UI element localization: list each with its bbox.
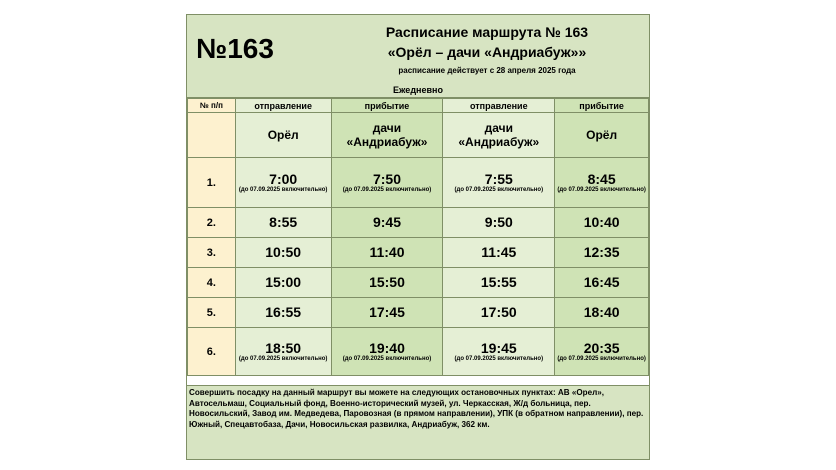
col-header-arrival-2: прибытие <box>555 99 649 113</box>
time-value: 10:50 <box>265 244 302 260</box>
time-value: 11:40 <box>369 244 405 260</box>
time-value: 9:50 <box>484 214 513 230</box>
time-cell-departure-2 <box>443 158 555 208</box>
validity-note: (до 07.09.2025 включительно) <box>454 355 544 362</box>
valid-from-text: расписание действует с 28 апреля 2025 года <box>398 66 576 75</box>
validity-note: (до 07.09.2025 включительно) <box>557 355 646 362</box>
trip-row <box>188 328 649 376</box>
time-cell-arrival-1 <box>331 298 443 328</box>
time-cell-departure-2 <box>443 208 555 238</box>
time-value: 20:35 <box>583 339 620 356</box>
time-value: 18:50 <box>265 339 302 356</box>
trip-row <box>188 268 649 298</box>
time-cell-arrival-2 <box>555 238 649 268</box>
time-cell-departure-2 <box>443 328 555 376</box>
route-name: «Орёл – дачи «Андриабуж»» <box>387 44 587 60</box>
place-to-1: дачи «Андриабуж» <box>331 113 443 158</box>
time-value: 15:55 <box>480 274 517 290</box>
time-value: 18:40 <box>583 304 620 320</box>
trip-number: 2. <box>188 208 236 238</box>
place-to-2: Орёл <box>555 113 649 158</box>
place-index-empty <box>188 113 236 158</box>
time-cell-departure-1 <box>235 208 331 238</box>
time-value: 15:50 <box>369 274 405 290</box>
col-header-arrival-1: прибытие <box>331 99 443 113</box>
time-value: 19:40 <box>369 339 405 356</box>
time-cell-arrival-1 <box>331 328 443 376</box>
time-cell-arrival-1 <box>331 208 443 238</box>
trip-number: 6. <box>188 328 236 376</box>
time-value: 12:35 <box>583 244 620 260</box>
time-cell-arrival-1 <box>331 238 443 268</box>
time-cell-departure-1 <box>235 238 331 268</box>
time-value: 7:50 <box>372 170 401 187</box>
schedule-header <box>187 15 649 84</box>
validity-note: (до 07.09.2025 включительно) <box>238 355 328 362</box>
time-cell-departure-2 <box>443 298 555 328</box>
timetable <box>187 98 649 376</box>
time-cell-arrival-2 <box>555 158 649 208</box>
time-value: 16:45 <box>583 274 620 290</box>
schedule-sheet <box>186 14 650 460</box>
column-header-row <box>188 99 649 113</box>
time-value: 17:50 <box>480 304 517 320</box>
time-value: 10:40 <box>583 214 620 230</box>
trip-number: 3. <box>188 238 236 268</box>
trip-row <box>188 158 649 208</box>
time-value: 8:55 <box>269 214 298 230</box>
time-value: 15:00 <box>265 274 302 290</box>
validity-note: (до 07.09.2025 включительно) <box>454 186 544 193</box>
trip-rows <box>188 158 649 376</box>
place-from-1: Орёл <box>235 113 331 158</box>
trip-number: 1. <box>188 158 236 208</box>
time-cell-arrival-2 <box>555 268 649 298</box>
place-from-2: дачи «Андриабуж» <box>443 113 555 158</box>
trip-row <box>188 208 649 238</box>
trip-number: 5. <box>188 298 236 328</box>
time-cell-arrival-2 <box>555 328 649 376</box>
validity-note: (до 07.09.2025 включительно) <box>238 186 328 193</box>
time-cell-arrival-2 <box>555 208 649 238</box>
time-cell-arrival-1 <box>331 268 443 298</box>
validity-note: (до 07.09.2025 включительно) <box>557 186 646 193</box>
validity-note: (до 07.09.2025 включительно) <box>342 186 432 193</box>
time-cell-arrival-2 <box>555 298 649 328</box>
time-cell-departure-1 <box>235 298 331 328</box>
stops-info: Совершить посадку на данный маршрут вы можете на следующих остановочных пунктах: АВ «Орел», Автосельмаш, Социальный фонд, Военно-исторический музей, ул. Черкасская, Ж/д больница, пер. Новосильский, Завод им. Медведева, Паровозная (в прямом направлении), УПК (в обратном направлении), пер. Южный, Спецавтобаза, Дачи, Новосильская развилка, Андриабуж, 362 км. <box>187 385 649 459</box>
time-value: 7:55 <box>484 170 513 187</box>
time-value: 7:00 <box>269 170 298 187</box>
place-row <box>188 113 649 158</box>
col-header-departure-2: отправление <box>443 99 555 113</box>
validity-note: (до 07.09.2025 включительно) <box>342 355 432 362</box>
frequency-label: Ежедневно <box>187 83 649 98</box>
time-value: 19:45 <box>480 339 517 356</box>
time-value: 17:45 <box>369 304 405 320</box>
trip-number: 4. <box>188 268 236 298</box>
time-cell-arrival-1 <box>331 158 443 208</box>
time-cell-departure-1 <box>235 328 331 376</box>
col-header-departure-1: отправление <box>235 99 331 113</box>
time-value: 16:55 <box>265 304 302 320</box>
time-cell-departure-2 <box>443 268 555 298</box>
time-cell-departure-1 <box>235 268 331 298</box>
trip-row <box>188 238 649 268</box>
schedule-title: Расписание маршрута № 163 <box>385 24 589 40</box>
time-cell-departure-1 <box>235 158 331 208</box>
col-header-index: № п/п <box>188 99 236 113</box>
trip-row <box>188 298 649 328</box>
time-value: 11:45 <box>481 244 517 260</box>
time-value: 8:45 <box>587 170 616 187</box>
time-value: 9:45 <box>372 214 401 230</box>
time-cell-departure-2 <box>443 238 555 268</box>
route-number: №163 <box>196 33 274 64</box>
